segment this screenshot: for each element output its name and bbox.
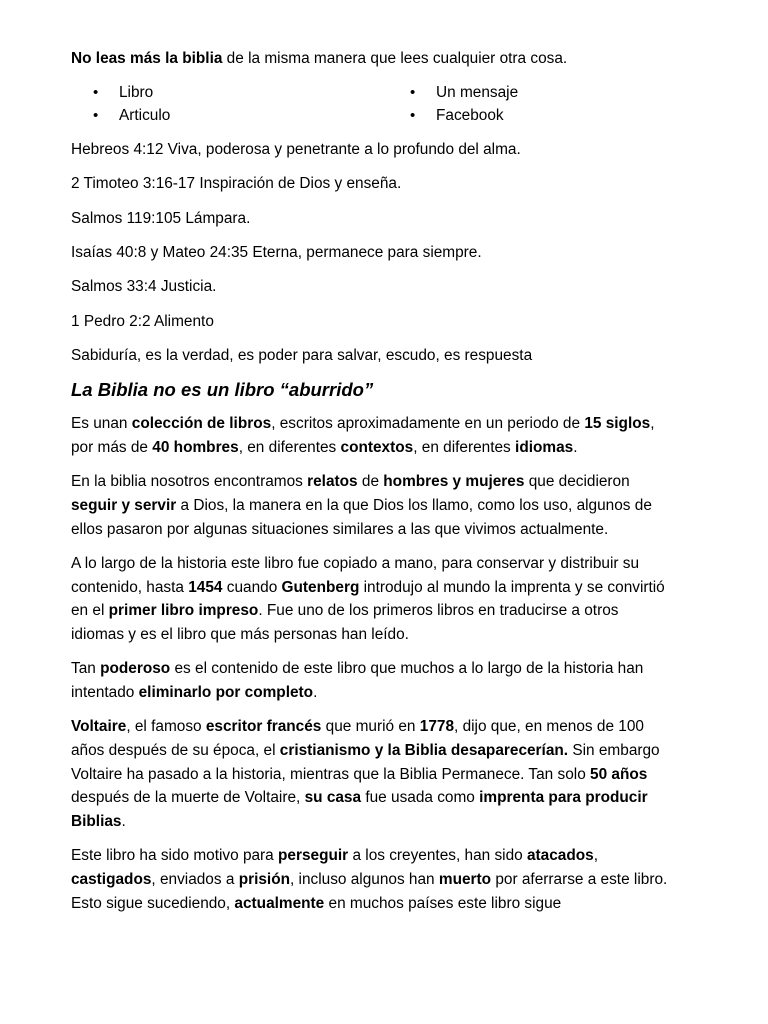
body-paragraph: [71, 715, 671, 834]
bold-text: Gutenberg: [281, 578, 360, 596]
bullet-icon: [71, 104, 119, 128]
bold-text: 1778: [419, 718, 455, 736]
bullet-label: Articulo: [119, 107, 171, 125]
bullet-label: Un mensaje: [436, 83, 519, 101]
bold-text: idiomas: [515, 438, 574, 456]
text-run: Es unan: [71, 415, 132, 433]
bold-text: actualmente: [234, 894, 325, 912]
bold-text: atacados: [526, 847, 594, 865]
body-paragraphs: [71, 412, 671, 915]
body-paragraph: [71, 844, 671, 915]
verse-line: Hebreos 4:12 Viva, poderosa y penetrante a lo profundo del alma.: [71, 141, 521, 159]
text-run: Tan: [71, 660, 101, 678]
bullet-item: [71, 81, 388, 105]
verse-line: Salmos 33:4 Justicia.: [71, 278, 217, 296]
text-run: .: [313, 684, 318, 701]
bold-text: contextos: [340, 438, 414, 456]
bold-text: cristianismo y la Biblia desaparecerían.: [279, 742, 569, 759]
bullet-list: [71, 81, 671, 128]
document-body: [71, 47, 671, 926]
verse-line: Salmos 119:105 Lámpara.: [71, 209, 251, 227]
text-run: Sin embargo Voltaire ha pasado a la historia, mientras que la Biblia Permanece. Tan solo: [71, 742, 660, 783]
bold-text: Voltaire: [71, 718, 127, 736]
bullet-icon: [388, 104, 436, 128]
bold-text: castigados: [71, 871, 152, 889]
text-run: .: [573, 438, 578, 456]
text-run: ,: [593, 847, 598, 865]
bullet-item: [388, 81, 588, 105]
intro-line: [71, 47, 671, 71]
text-run: por aferrarse a este libro. Esto sigue sucediendo,: [71, 871, 668, 912]
bullet-icon: [388, 81, 436, 105]
body-paragraph: [71, 470, 671, 541]
text-run: después de la muerte de Voltaire,: [71, 789, 305, 807]
bullet-item: [71, 104, 388, 128]
verse-line: 1 Pedro 2:2 Alimento: [71, 312, 214, 330]
text-run: , dijo que, en menos de 100 años después de su época, el: [71, 718, 644, 759]
text-run: introdujo al mundo la imprenta y se convirtió en el: [71, 578, 665, 620]
bold-text: imprenta para producir Biblias: [71, 789, 648, 831]
bold-text: 1454: [188, 578, 223, 596]
text-run: , enviados a: [151, 871, 239, 889]
text-run: A lo largo de la historia este libro fue copiado a mano, para conservar y distribuir su contenido, hasta: [71, 554, 640, 596]
text-run: en muchos países este libro sigue: [324, 894, 562, 912]
body-paragraph: [71, 657, 671, 704]
body-paragraph: [71, 552, 671, 647]
body-paragraph: [71, 412, 671, 459]
bullet-label: Libro: [119, 83, 154, 101]
text-run: a Dios, la manera en la que Dios los llamo, como los uso, algunos de ellos pasaron por algunas situaciones similares a las que vivimos actualmente.: [71, 496, 652, 538]
text-run: fue usada como: [361, 789, 480, 807]
text-run: que murió en: [321, 718, 420, 736]
text-run: . Fue uno de los primeros libros en traducirse a otros idiomas y es el libro que más personas han leído.: [71, 602, 619, 643]
bullet-item: [388, 104, 588, 128]
text-run: , escritos aproximadamente en un periodo de: [271, 415, 585, 433]
text-run: cuando: [222, 578, 282, 596]
bold-text: hombres y mujeres: [383, 473, 525, 491]
bold-text: prisión: [238, 871, 290, 889]
bold-text: eliminarlo por completo: [138, 684, 314, 701]
text-run: que decidieron: [524, 473, 630, 491]
bold-text: escritor francés: [205, 718, 322, 736]
text-run: , por más de: [71, 415, 655, 456]
text-run: En la biblia nosotros encontramos: [71, 473, 308, 491]
intro-bold: No leas más la biblia: [71, 50, 223, 67]
bold-text: perseguir: [278, 847, 349, 865]
text-run: , en diferentes: [413, 438, 516, 456]
bold-text: 15 siglos: [584, 415, 651, 433]
text-run: , incluso algunos han: [290, 871, 439, 889]
text-run: de: [357, 473, 384, 491]
bold-text: su casa: [304, 789, 362, 807]
text-run: , en diferentes: [238, 438, 341, 456]
bold-text: 40 hombres: [152, 438, 239, 456]
bold-text: primer libro impreso: [108, 602, 259, 620]
intro-rest: de la misma manera que lees cualquier otra cosa.: [222, 50, 568, 67]
text-run: Este libro ha sido motivo para: [71, 847, 279, 865]
text-run: , el famoso: [126, 718, 206, 736]
text-run: .: [121, 813, 126, 831]
verse-line: Isaías 40:8 y Mateo 24:35 Eterna, permanece para siempre.: [71, 244, 482, 261]
text-run: es el contenido de este libro que muchos a lo largo de la historia han intentado: [71, 660, 644, 701]
bold-text: 50 años: [590, 765, 648, 783]
verse-line: 2 Timoteo 3:16-17 Inspiración de Dios y enseña.: [71, 175, 402, 193]
bold-text: colección de libros: [131, 415, 272, 433]
bold-text: poderoso: [100, 660, 171, 678]
section-heading: La Biblia no es un libro “aburrido”: [71, 379, 374, 401]
text-run: a los creyentes, han sido: [348, 847, 527, 865]
verse-line: Sabiduría, es la verdad, es poder para salvar, escudo, es respuesta: [71, 346, 533, 364]
bullet-icon: [71, 81, 119, 105]
bold-text: relatos: [307, 473, 358, 491]
bold-text: seguir y servir: [71, 496, 177, 514]
bold-text: muerto: [438, 871, 492, 889]
bullet-label: Facebook: [436, 107, 504, 125]
